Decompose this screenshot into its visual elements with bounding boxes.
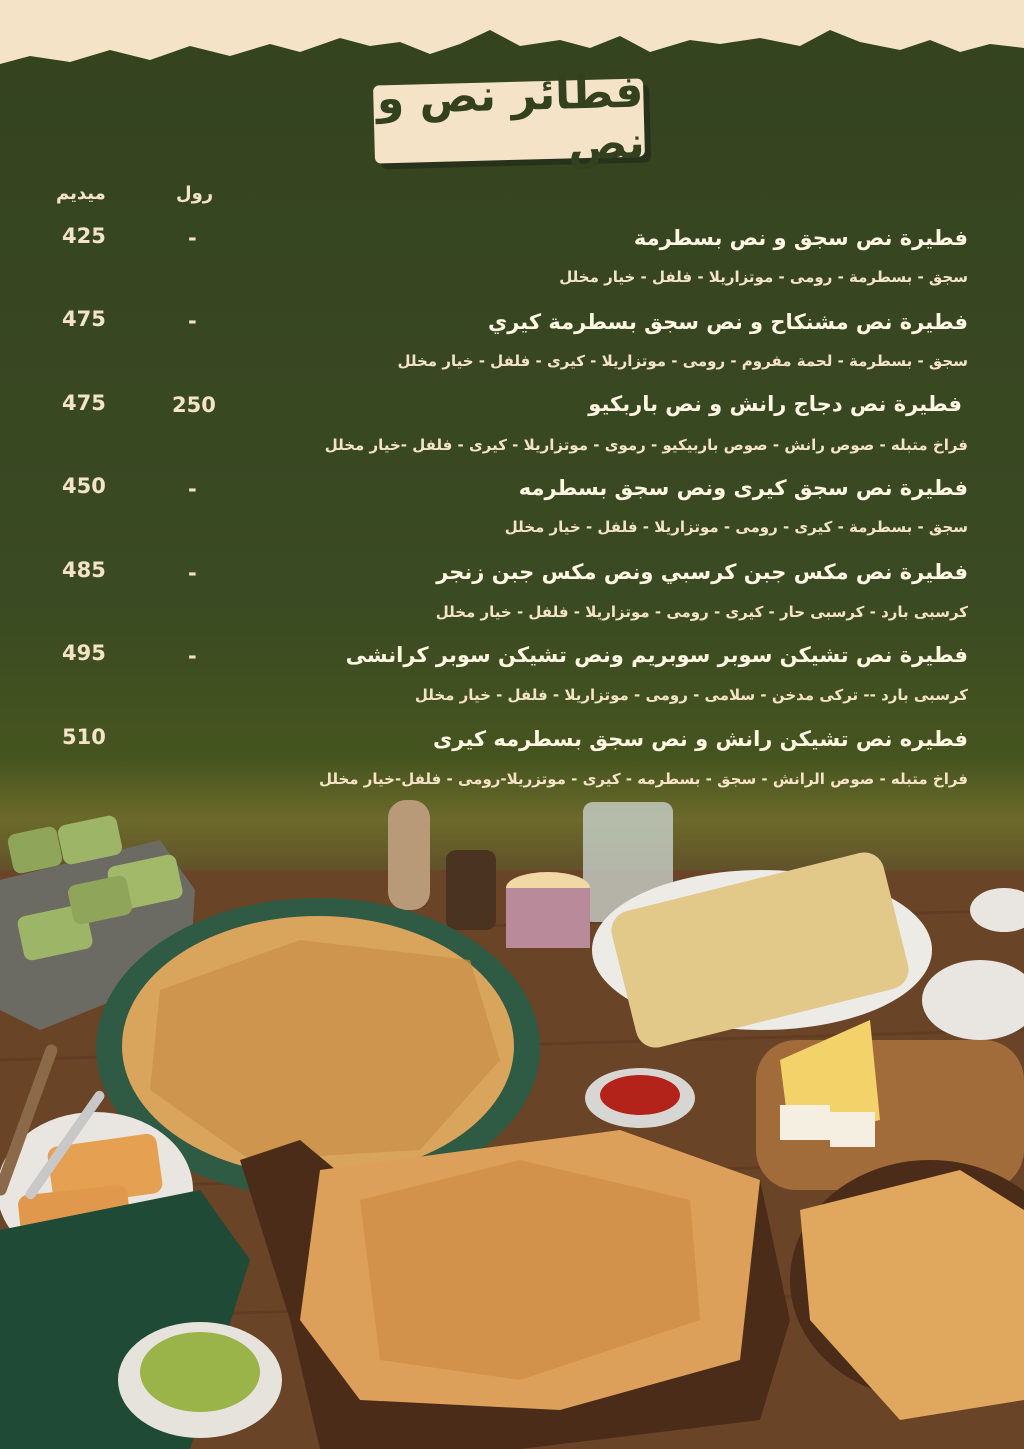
menu-item-name: فطيرة نص تشيكن سوبر سوبريم ونص تشيكن سوبر كرانشى bbox=[345, 643, 968, 667]
column-header-medium: ميديم bbox=[56, 183, 106, 204]
menu-item-description: كرسبى بارد -- تركى مدخن - سلامى - رومى - موتزاريلا - فلفل - خيار مخلل bbox=[414, 686, 968, 704]
price-roll: - bbox=[188, 477, 197, 501]
menu-title-box bbox=[373, 66, 646, 171]
price-medium: 485 bbox=[62, 558, 106, 582]
menu-item-description: كرسبى بارد - كرسبى حار - كيرى - رومى - موتزاريلا - فلفل - خيار مخلل bbox=[435, 603, 968, 621]
price-medium: 475 bbox=[62, 391, 106, 415]
menu-item-description: سجق - بسطرمة - رومى - موتزاريلا - فلفل - خيار مخلل bbox=[559, 268, 968, 286]
menu-item-name: فطيرة نص مكس جبن كرسبي ونص مكس جبن زنجر bbox=[436, 560, 968, 584]
grinder-icon bbox=[446, 850, 496, 930]
torn-paper-header bbox=[0, 0, 1024, 80]
price-medium: 450 bbox=[62, 474, 106, 498]
price-medium: 475 bbox=[62, 307, 106, 331]
menu-item-name: فطيره نص تشيكن رانش و نص سجق بسطرمه كيرى bbox=[433, 727, 968, 751]
menu-item-name: فطيرة نص سجق و نص بسطرمة bbox=[633, 226, 968, 250]
price-medium: 495 bbox=[62, 641, 106, 665]
menu-item-description: فراخ متبله - صوص رانش - صوص باربيكيو - رموى - موتزاريلا - كيرى - فلفل -خيار مخلل bbox=[324, 436, 968, 454]
menu-item-description: سجق - بسطرمة - كيرى - رومى - موتزاريلا - فلفل - خيار مخلل bbox=[504, 518, 968, 536]
food-photo bbox=[0, 760, 1024, 1449]
price-roll: - bbox=[188, 644, 197, 668]
price-medium: 510 bbox=[62, 725, 106, 749]
price-roll: 250 bbox=[172, 393, 216, 417]
pepper-mill-icon bbox=[388, 800, 430, 910]
menu-title: فطائر نص و نص bbox=[376, 66, 646, 171]
price-medium: 425 bbox=[62, 224, 106, 248]
price-roll: - bbox=[188, 226, 197, 250]
menu-item-description: سجق - بسطرمة - لحمة مفروم - رومى - موتزاريلا - كيرى - فلفل - خيار مخلل bbox=[397, 352, 968, 370]
column-header-roll: رول bbox=[176, 183, 214, 204]
price-roll: - bbox=[188, 561, 197, 585]
pickles-icon bbox=[140, 1332, 260, 1412]
menu-item-name: فطيرة نص سجق كيرى ونص سجق بسطرمه bbox=[518, 476, 968, 500]
menu-item-name: فطيرة نص مشنكاح و نص سجق بسطرمة كيري bbox=[487, 310, 968, 334]
menu-item-description: فراخ متبله - صوص الرانش - سجق - بسطرمه - كيرى - موتزريلا-رومى - فلفل-خيار مخلل bbox=[318, 770, 968, 788]
menu-item-name: فطيرة نص دجاج رانش و نص باربكيو bbox=[588, 392, 962, 416]
price-roll: - bbox=[188, 309, 197, 333]
